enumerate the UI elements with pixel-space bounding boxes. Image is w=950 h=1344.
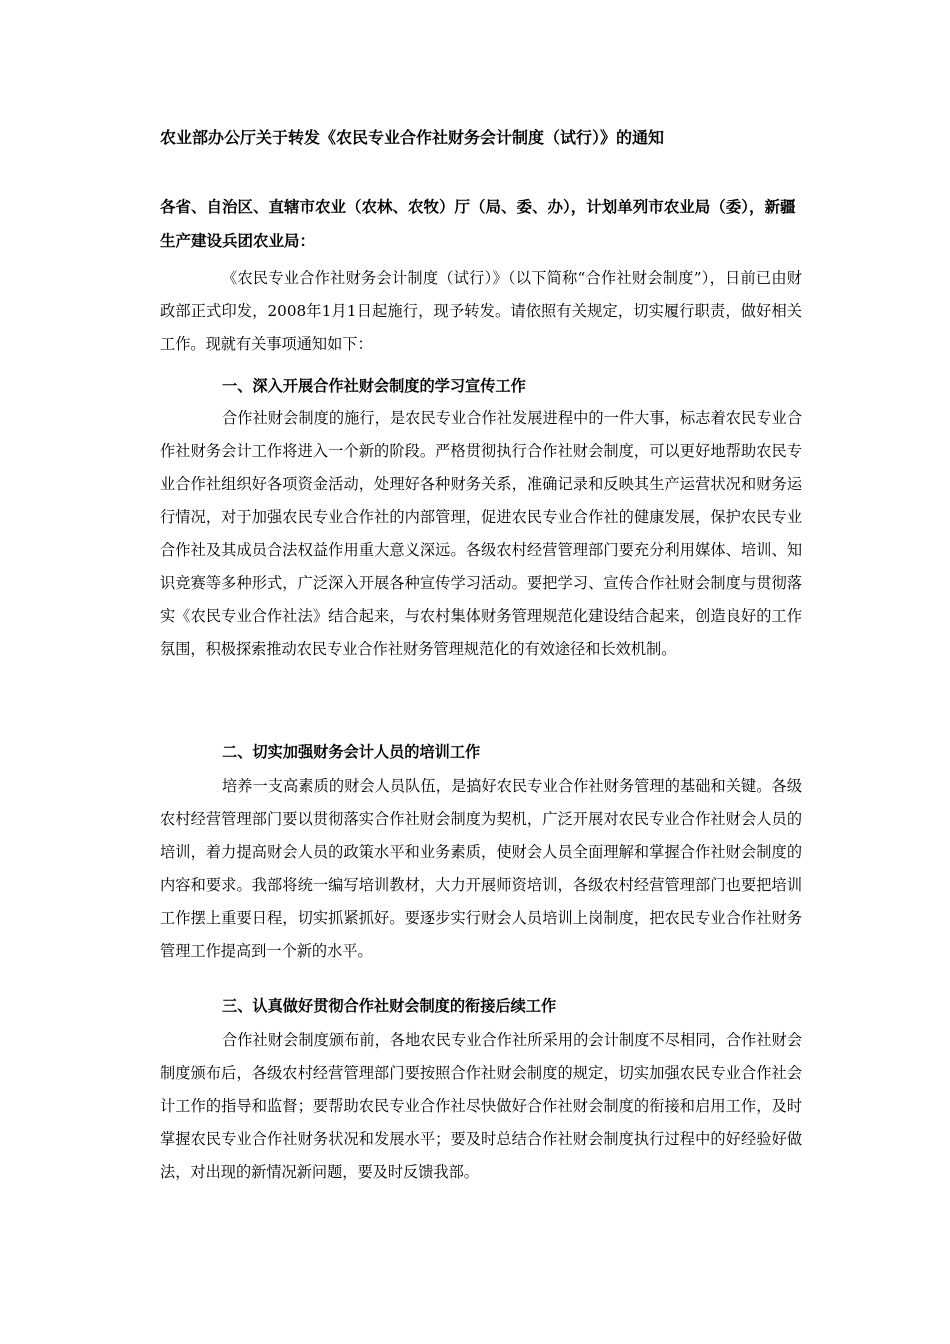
section-1-heading: 一、深入开展合作社财会制度的学习宣传工作 — [222, 377, 526, 395]
intro-text: 《农民专业合作社财务会计制度（试行）》（以下简称“合作社财会制度”），日前已由财政部正式印发，2008年1月1日起施行，现予转发。请依照有关规定，切实履行职责，做好相关工作。现就有关事项通知如下： — [160, 269, 802, 353]
section-2-text: 培养一支高素质的财会人员队伍，是搞好农民专业合作社财务管理的基础和关键。各级农村经营管理部门要以贯彻落实合作社财会制度为契机，广泛开展对农民专业合作社财会人员的培训，着力提高财会人员的政策水平和业务素质，使财会人员全面理解和掌握合作社财会制度的内容和要求。我部将统一编写培训教材，大力开展师资培训，各级农村经营管理部门也要把培训工作摆上重要日程，切实抓紧抓好。要逐步实行财会人员培训上岗制度，把农民专业合作社财务管理工作提高到一个新的水平。 — [160, 777, 802, 960]
addressee: 各省、自治区、直辖市农业（农林、农牧）厅（局、委、办），计划单列市农业局（委），新疆生产建设兵团农业局： — [160, 198, 796, 250]
section-2-heading: 二、切实加强财务会计人员的培训工作 — [222, 743, 481, 761]
section-3-text: 合作社财会制度颁布前，各地农民专业合作社所采用的会计制度不尽相同，合作社财会制度颁布后，各级农村经营管理部门要按照合作社财会制度的规定，切实加强农民专业合作社会计工作的指导和监督；要帮助农民专业合作社尽快做好合作社财会制度的衔接和启用工作，及时掌握农民专业合作社财务状况和发展水平；要及时总结合作社财会制度执行过程中的好经验好做法，对出现的新情况新问题，要及时反馈我部。 — [160, 1031, 802, 1181]
intro-paragraph — [160, 262, 802, 361]
section-1-body — [160, 402, 802, 666]
section-3-body — [160, 1024, 802, 1189]
section-2-body — [160, 770, 802, 968]
document-title: 农业部办公厅关于转发《农民专业合作社财务会计制度（试行）》的通知 — [160, 128, 665, 147]
section-3-heading: 三、认真做好贯彻合作社财会制度的衔接后续工作 — [222, 997, 557, 1015]
section-1-text: 合作社财会制度的施行，是农民专业合作社发展进程中的一件大事，标志着农民专业合作社财务会计工作将进入一个新的阶段。严格贯彻执行合作社财会制度，可以更好地帮助农民专业合作社组织好各项资金活动，处理好各种财务关系，准确记录和反映其生产运营状况和财务运行情况，对于加强农民专业合作社的内部管理，促进农民专业合作社的健康发展，保护农民专业合作社及其成员合法权益作用重大意义深远。各级农村经营管理部门要充分利用媒体、培训、知识竞赛等多种形式，广泛深入开展各种宣传学习活动。要把学习、宣传合作社财会制度与贯彻落实《农民专业合作社法》结合起来，与农村集体财务管理规范化建设结合起来，创造良好的工作氛围，积极探索推动农民专业合作社财务管理规范化的有效途径和长效机制。 — [160, 409, 802, 658]
